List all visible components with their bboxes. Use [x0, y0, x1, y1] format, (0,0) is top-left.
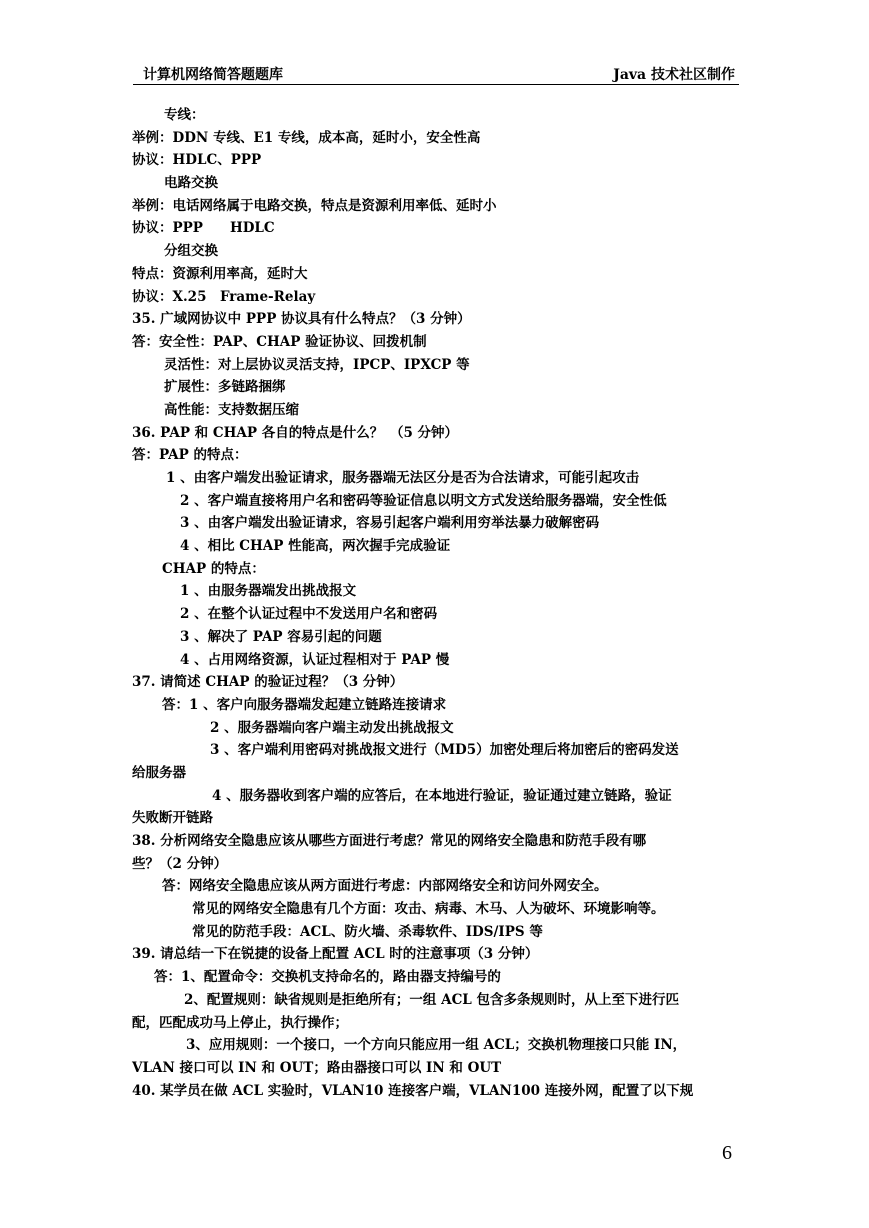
text-line: 举例：电话网络属于电路交换，特点是资源利用率低、延时小 — [132, 197, 497, 214]
question-heading: 38. 分析网络安全隐患应该从哪些方面进行考虑？常见的网络安全隐患和防范手段有哪 — [132, 833, 647, 849]
list-item: 2 、在整个认证过程中不发送用户名和密码 — [180, 606, 438, 623]
text-line: 协议：PPP HDLC — [132, 220, 275, 237]
question-heading: 40. 某学员在做 ACL 实验时，VLAN10 连接客户端，VLAN100 连接外网，配置了以下规 — [132, 1082, 694, 1099]
answer-line: 配，匹配成功马上停止，执行操作； — [132, 1014, 348, 1031]
list-item: 2 、客户端直接将用户名和密码等验证信息以明文方式发送给服务器端，安全性低 — [180, 492, 667, 509]
answer-line: VLAN 接口可以 IN 和 OUT；路由器接口可以 IN 和 OUT — [132, 1059, 502, 1076]
page-number: 6 — [722, 1142, 732, 1164]
list-item: 1 、由客户端发出验证请求，服务器端无法区分是否为合法请求，可能引起攻击 — [166, 470, 640, 486]
list-item: 3 、由客户端发出验证请求，容易引起客户端利用穷举法暴力破解密码 — [180, 515, 600, 532]
page-header — [133, 62, 739, 85]
text-line: 电路交换 — [164, 175, 218, 192]
text-line: 特点：资源利用率高，延时大 — [132, 265, 308, 282]
answer-line: 答：PAP 的特点： — [132, 447, 248, 464]
list-item-continued: 失败断开链路 — [132, 810, 213, 827]
answer-line: 答：安全性：PAP、CHAP 验证协议、回拨机制 — [132, 333, 427, 350]
answer-line: 3、应用规则：一个接口，一个方向只能应用一组 ACL；交换机物理接口只能 IN， — [186, 1037, 687, 1054]
answer-line: CHAP 的特点： — [162, 560, 265, 577]
answer-line: 常见的网络安全隐患有几个方面：攻击、病毒、木马、人为破坏、环境影响等。 — [192, 901, 665, 918]
list-item: 答：1 、客户向服务器端发起建立链路连接请求 — [162, 696, 447, 713]
text-line: 协议：X.25 Frame-Relay — [132, 288, 316, 305]
text-line: 分组交换 — [164, 243, 218, 260]
answer-line: 常见的防范手段：ACL、防火墙、杀毒软件、IDS/IPS 等 — [192, 923, 543, 940]
list-item-continued: 给服务器 — [132, 764, 186, 781]
text-line: 举例：DDN 专线、E1 专线，成本高，延时小，安全性高 — [132, 129, 481, 146]
header-publisher: Java 技术社区制作 — [613, 67, 735, 83]
document-body — [132, 104, 738, 1102]
question-heading: 36. PAP 和 CHAP 各自的特点是什么？ （5 分钟） — [132, 424, 459, 441]
list-item: 4 、服务器收到客户端的应答后，在本地进行验证，验证通过建立链路，验证 — [212, 787, 672, 804]
question-heading: 些？（2 分钟） — [132, 855, 228, 872]
answer-line: 高性能：支持数据压缩 — [164, 401, 299, 418]
question-heading: 37. 请简述 CHAP 的验证过程？（3 分钟） — [132, 674, 404, 691]
list-item: 1 、由服务器端发出挑战报文 — [180, 583, 357, 600]
list-item: 4 、占用网络资源，认证过程相对于 PAP 慢 — [180, 651, 450, 668]
text-line: 协议：HDLC、PPP — [132, 152, 262, 169]
list-item: 3 、解决了 PAP 容易引起的问题 — [180, 628, 382, 645]
text-line: 专线： — [164, 107, 205, 123]
list-item: 4 、相比 CHAP 性能高，两次握手完成验证 — [180, 538, 451, 555]
answer-line: 扩展性：多链路捆绑 — [164, 379, 286, 396]
answer-line: 2、配置规则：缺省规则是拒绝所有；一组 ACL 包含多条规则时，从上至下进行匹 — [184, 991, 680, 1008]
question-heading: 35. 广域网协议中 PPP 协议具有什么特点？（3 分钟） — [132, 311, 471, 328]
answer-line: 灵活性：对上层协议灵活支持，IPCP、IPXCP 等 — [164, 356, 470, 373]
list-item: 2 、服务器端向客户端主动发出挑战报文 — [210, 719, 454, 736]
question-heading: 39. 请总结一下在锐捷的设备上配置 ACL 时的注意事项（3 分钟） — [132, 946, 539, 963]
answer-line: 答：1、配置命令：交换机支持命名的，路由器支持编号的 — [154, 969, 501, 986]
answer-line: 答：网络安全隐患应该从两方面进行考虑：内部网络安全和访问外网安全。 — [162, 878, 608, 895]
list-item: 3 、客户端利用密码对挑战报文进行（MD5）加密处理后将加密后的密码发送 — [210, 742, 679, 759]
header-title: 计算机网络简答题题库 — [143, 67, 283, 83]
